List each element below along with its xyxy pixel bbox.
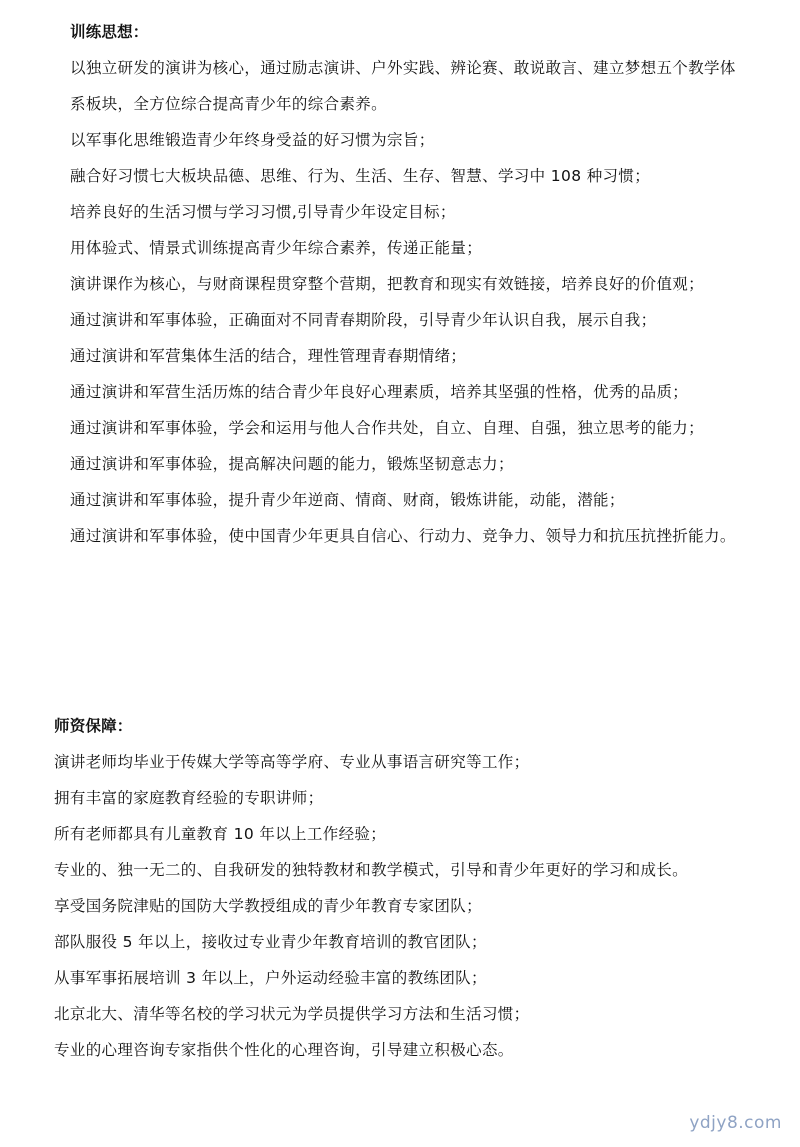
faculty-item: 专业的、独一无二的、自我研发的独特教材和教学模式，引导和青少年更好的学习和成长。 — [54, 861, 689, 879]
training-item: 演讲课作为核心，与财商课程贯穿整个营期，把教育和现实有效链接，培养良好的价值观； — [70, 275, 705, 293]
faculty-item: 北京北大、清华等名校的学习状元为学员提供学习方法和生活习惯； — [54, 1005, 530, 1023]
faculty-item: 部队服役 5 年以上，接收过专业青少年教育培训的教官团队； — [54, 933, 487, 951]
faculty-guarantee-section — [0, 708, 800, 1068]
training-item: 用体验式、情景式训练提高青少年综合素养，传递正能量； — [70, 239, 483, 257]
faculty-item: 所有老师都具有儿童教育 10 年以上工作经验； — [54, 825, 387, 843]
training-item: 融合好习惯七大板块品德、思维、行为、生活、生存、智慧、学习中 108 种习惯； — [70, 167, 651, 185]
training-item: 通过演讲和军营集体生活的结合，理性管理青春期情绪； — [70, 347, 467, 365]
training-philosophy-section — [0, 14, 800, 554]
faculty-guarantee-heading: 师资保障： — [54, 717, 133, 735]
faculty-item: 拥有丰富的家庭教育经验的专职讲师； — [54, 789, 324, 807]
training-item: 通过演讲和军事体验，提高解决问题的能力，锻炼坚韧意志力； — [70, 455, 514, 473]
training-item: 通过演讲和军事体验，使中国青少年更具自信心、行动力、竞争力、领导力和抗压抗挫折能力。 — [70, 527, 736, 545]
site-watermark: ydjy8.com — [689, 1113, 782, 1133]
training-item: 以独立研发的演讲为核心，通过励志演讲、户外实践、辨论赛、敢说敢言、建立梦想五个教学体系板块，全方位综合提高青少年的综合素养。 — [70, 59, 736, 113]
training-item: 培养良好的生活习惯与学习习惯,引导青少年设定目标； — [70, 203, 456, 221]
faculty-item: 从事军事拓展培训 3 年以上，户外运动经验丰富的教练团队； — [54, 969, 487, 987]
training-item: 以军事化思维锻造青少年终身受益的好习惯为宗旨； — [70, 131, 435, 149]
training-item: 通过演讲和军事体验，正确面对不同青春期阶段，引导青少年认识自我，展示自我； — [70, 311, 657, 329]
training-philosophy-heading: 训练思想： — [70, 23, 149, 41]
training-item: 通过演讲和军营生活历炼的结合青少年良好心理素质，培养其坚强的性格，优秀的品质； — [70, 383, 689, 401]
faculty-item: 专业的心理咨询专家指供个性化的心理咨询，引导建立积极心态。 — [54, 1041, 514, 1059]
training-item: 通过演讲和军事体验，提升青少年逆商、情商、财商，锻炼讲能，动能，潜能； — [70, 491, 625, 509]
faculty-item: 享受国务院津贴的国防大学教授组成的青少年教育专家团队； — [54, 897, 482, 915]
training-item: 通过演讲和军事体验，学会和运用与他人合作共处，自立、自理、自强，独立思考的能力； — [70, 419, 705, 437]
faculty-item: 演讲老师均毕业于传媒大学等高等学府、专业从事语言研究等工作； — [54, 753, 530, 771]
